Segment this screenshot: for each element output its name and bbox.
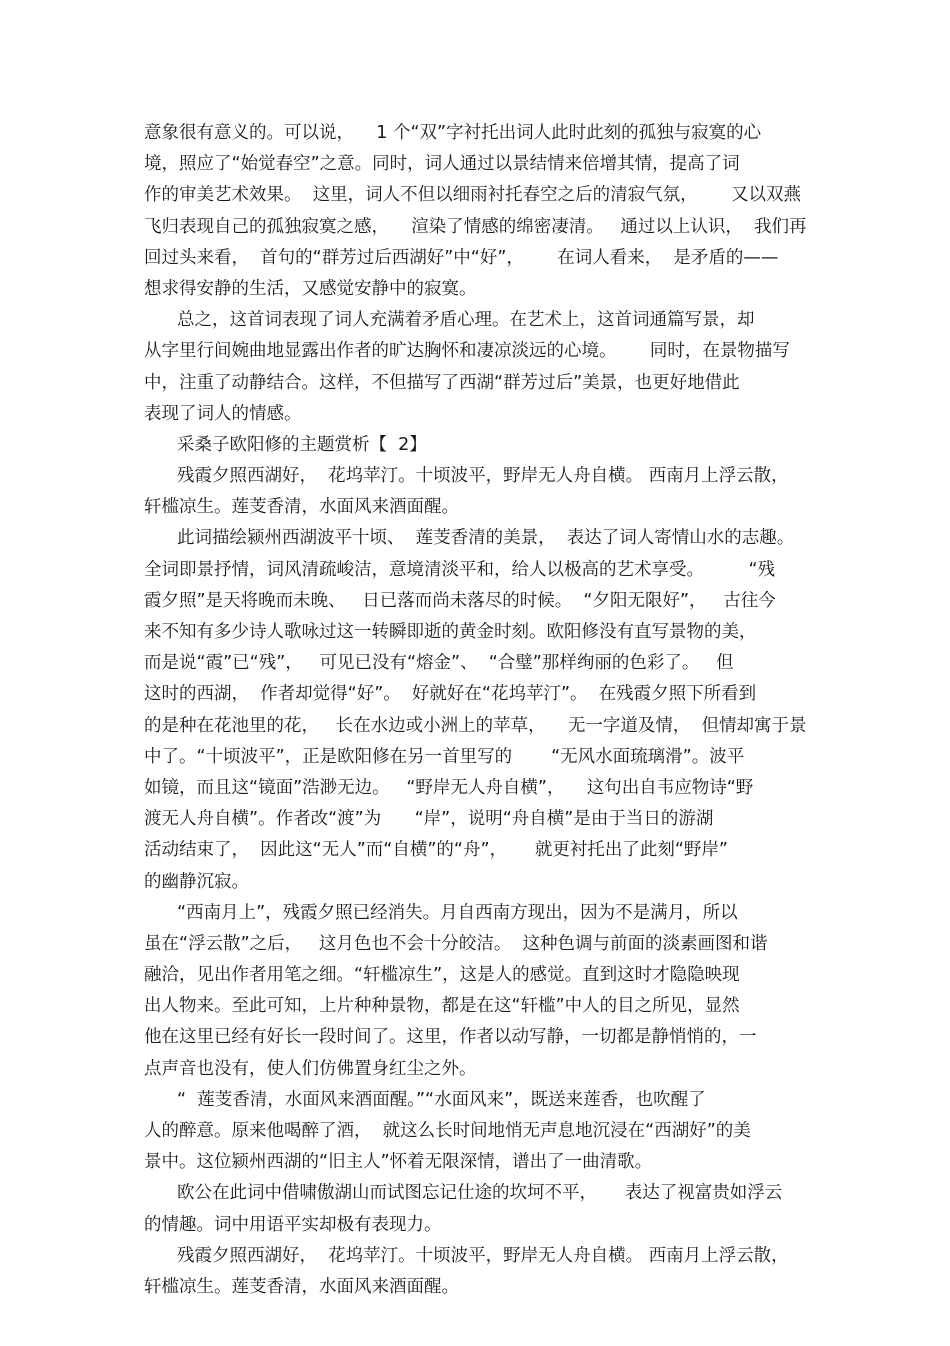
text-line: 从字里行间婉曲地显露出作者的旷达胸怀和凄凉淡远的心境。 同时，在景物描写 <box>144 341 790 362</box>
text-line: 轩槛凉生。莲芰香清，水面风来酒面醒。 <box>144 497 459 518</box>
text-line: 全词即景抒情，词风清疏峻洁，意境清淡平和，给人以极高的艺术享受。 “残 <box>144 559 776 580</box>
text-line: 境，照应了“始觉春空”之意。同时，词人通过以景结情来倍增其情，提高了词 <box>144 154 740 175</box>
paragraph-first-line: 采桑子欧阳修的主题赏析【 2】 <box>177 434 427 455</box>
text-line: 来不知有多少诗人歌咏过这一转瞬即逝的黄金时刻。欧阳修没有直写景物的美， <box>144 622 757 642</box>
text-line: 的幽静沉寂。 <box>144 871 249 892</box>
text-line: 中了。“十顷波平”，正是欧阳修在另一首里写的 “无风水面琉璃滑”。波平 <box>144 746 745 767</box>
paragraph-first-line: 总之，这首词表现了词人充满着矛盾心理。在艺术上，这首词通篇写景，却 <box>177 310 755 331</box>
text-line: 轩槛凉生。莲芰香清，水面风来酒面醒。 <box>144 1276 459 1297</box>
paragraph-first-line: 残霞夕照西湖好， 花坞苹汀。十顷波平，野岸无人舟自横。 西南月上浮云散， <box>177 1245 789 1266</box>
text-line: 飞归表现自己的孤独寂寞之感， 渲染了情感的绵密凄清。 通过以上认识， 我们再 <box>144 216 807 237</box>
text-line: 这时的西湖， 作者却觉得“好”。 好就好在“花坞苹汀”。 在残霞夕照下所看到 <box>144 684 757 705</box>
text-line: 活动结束了， 因此这“无人”而“自横”的“舟”， 就更衬托出了此刻“野岸” <box>144 840 728 861</box>
paragraph-first-line: “西南月上”，残霞夕照已经消失。月自西南方现出，因为不是满月，所以 <box>177 902 738 923</box>
text-line: 的是种在花池里的花， 长在水边或小洲上的苹草， 无一字道及情， 但情却寓于景 <box>144 715 807 736</box>
text-line: 融洽，见出作者用笔之细。“轩槛凉生”，这是人的感觉。直到这时才隐隐映现 <box>144 965 740 986</box>
document-body <box>144 118 814 1303</box>
text-line: 如镜，而且这“镜面”浩渺无边。 “野岸无人舟自横”， 这句出自韦应物诗“野 <box>144 777 754 798</box>
text-line: 渡无人舟自横”。作者改“渡”为 “岸”，说明“舟自横”是由于当日的游湖 <box>144 809 714 830</box>
text-line: 点声音也没有，使人们仿佛置身红尘之外。 <box>144 1058 477 1079</box>
text-line: 中，注重了动静结合。这样，不但描写了西湖“群芳过后”美景，也更好地借此 <box>144 372 740 393</box>
text-line: 出人物来。至此可知，上片种种景物，都是在这“轩槛”中人的目之所见，显然 <box>144 996 740 1017</box>
paragraph-first-line: “ 莲芰香清，水面风来酒面醒。”“水面风来”，既送来莲香，也吹醒了 <box>177 1089 706 1110</box>
paragraph-first-line: 欧公在此词中借啸傲湖山而试图忘记仕途的坎坷不平， 表达了视富贵如浮云 <box>177 1183 783 1204</box>
text-line: 霞夕照”是天将晚而未晚、 日已落而尚未落尽的时候。 “夕阳无限好”， 古往今 <box>144 590 776 611</box>
text-line: 回过头来看， 首句的“群芳过后西湖好”中“好”， 在词人看来， 是矛盾的—— <box>144 247 779 268</box>
text-line: 表现了词人的情感。 <box>144 403 302 424</box>
text-line: 虽在“浮云散”之后， 这月色也不会十分皎洁。 这种色调与前面的淡素画图和谐 <box>144 933 768 954</box>
text-line: 意象很有意义的。可以说， 1 个“双”字衬托出词人此时此刻的孤独与寂寞的心 <box>144 123 762 143</box>
paragraph-first-line: 残霞夕照西湖好， 花坞苹汀。十顷波平，野岸无人舟自横。 西南月上浮云散， <box>177 466 789 487</box>
text-line: 他在这里已经有好长一段时间了。这里，作者以动写静，一切都是静悄悄的，一 <box>144 1027 757 1048</box>
text-line: 而是说“霞”已“残”， 可见已没有“熔金”、 “合璧”那样绚丽的色彩了。 但 <box>144 653 734 674</box>
text-line: 作的审美艺术效果。 这里，词人不但以细雨衬托春空之后的清寂气氛， 又以双燕 <box>144 185 801 206</box>
text-line: 人的醉意。原来他喝醉了酒， 就这么长时间地悄无声息地沉浸在“西湖好”的美 <box>144 1121 751 1141</box>
paragraph-first-line: 此词描绘颍州西湖波平十顷、 莲芰香清的美景， 表达了词人寄情山水的志趣。 <box>177 528 795 549</box>
text-line: 的情趣。词中用语平实却极有表现力。 <box>144 1214 442 1235</box>
text-line: 景中。这位颍州西湖的“旧主人”怀着无限深情，谱出了一曲清歌。 <box>144 1152 653 1173</box>
text-line: 想求得安静的生活，又感觉安静中的寂寞。 <box>144 278 477 299</box>
